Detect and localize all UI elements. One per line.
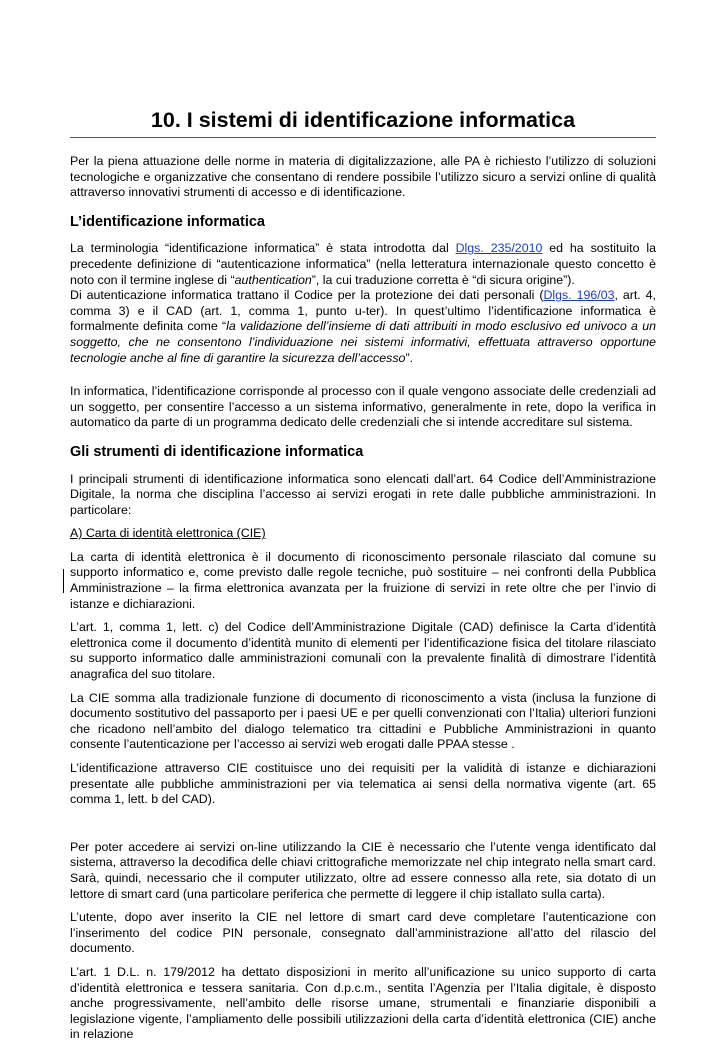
text: ”, la cui traduzione corretta è “di sicura origine”). — [311, 272, 575, 287]
paragraph — [70, 241, 656, 366]
text-cursor — [63, 569, 64, 593]
text: La terminologia “identificazione informatica” è stata introdotta dal — [70, 241, 456, 256]
subheading: A) Carta di identità elettronica (CIE) — [70, 526, 266, 541]
text: la validazione dell’insieme di dati attribuiti in modo esclusivo ed univoco a un soggetto, che ne consentono l’individuazione nei sistemi informativi, effettuata attraverso opportune tecnologie anche al fine di garantire la sicurezza dell’accesso — [70, 319, 656, 365]
paragraph: Per poter accedere ai servizi on-line utilizzando la CIE è necessario che l’utente venga identificato dal sistema, attraverso la decodifica delle chiavi crittografiche memorizzate nel chip integrato nella smart card. Sarà, quindi, necessario che il computer utilizzato, oltre ad essere connesso alla rete, sia dotato di un lettore di smart card (una particolare periferica che permette di leggere il chip istallato sulla carta). — [70, 839, 656, 901]
text: authentication — [234, 272, 312, 287]
paragraph: La CIE somma alla tradizionale funzione di documento di riconoscimento a vista (inclusa la funzione di documento sostitutivo del passaporto per i paesi UE e per quelli convenzionati con l’Italia) ulteriori funzioni che ricadono nell’ambito del dialogo telematico tra cittadini e Pubbliche Amministrazioni in quanto consente l’autenticazione per l’accesso ai servizi web erogati dalle PPAA stesse . — [70, 690, 656, 752]
paragraph: L’art. 1 D.L. n. 179/2012 ha dettato disposizioni in merito all’unificazione su unico supporto di carta d’identità elettronica e tessera sanitaria. Con d.p.c.m., sentita l’Agenzia per l’Italia digitale, è disposto anche progressivamente, nell’ambito delle risorse umane, strumentali e finanziarie disponibili a legislazione vigente, l’ampliamento delle possibili utilizzazioni della carta d’identità elettronica (CIE) anche in relazione — [70, 964, 656, 1042]
law-link[interactable]: Dlgs. 196/03 — [543, 288, 615, 303]
paragraph: L’utente, dopo aver inserito la CIE nel lettore di smart card deve completare l’autenticazione con l’inserimento del codice PIN personale, consegnato dall’amministrazione all’atto del rilascio del documento. — [70, 910, 656, 956]
text: ed ha sostituito la precedente definizione di “autenticazione informatica” (nella letteratura internazionale questo concetto è noto con il termine inglese di “ — [70, 241, 656, 287]
intro-paragraph: Per la piena attuazione delle norme in materia di digitalizzazione, alle PA è richiesto l’utilizzo di soluzioni tecnologiche e organizzative che consentano di rendere possibile l’utilizzo sicuro a servizi online di qualità attraverso innovativi strumenti di accesso e di identificazione. — [70, 154, 656, 200]
text: ”. — [405, 350, 414, 365]
document-body — [70, 154, 656, 1051]
title-divider — [70, 137, 656, 138]
page-title: 10. I sistemi di identificazione informatica — [150, 108, 576, 132]
paragraph: I principali strumenti di identificazione informatica sono elencati dall’art. 64 Codice dell’Amministrazione Digitale, la norma che disciplina l’accesso ai servizi erogati in rete dalle pubbliche amministrazioni. In particolare: — [70, 471, 656, 517]
section-heading: Gli strumenti di identificazione informatica — [70, 443, 364, 460]
paragraph: La carta di identità elettronica è il documento di riconoscimento personale rilasciato dal comune su supporto informatico e, come previsto dalle regole tecniche, può sostituire – nei confronti della Pubblica Amministrazione – la firma elettronica avanzata per la fruizione di servizi in rete oltre che per l’invio di istanze e dichiarazioni. — [70, 549, 656, 611]
paragraph: In informatica, l’identificazione corrisponde al processo con il quale vengono associate delle credenziali ad un soggetto, per consentire l’accesso a un sistema informativo, generalmente in rete, dopo la verifica in automatico da parte di un programma dedicato delle credenziali che si intende accreditare sul sistema. — [70, 384, 656, 430]
text: Di autenticazione informatica trattano il Codice per la protezione dei dati personali ( — [70, 288, 544, 303]
paragraph: L’identificazione attraverso CIE costituisce uno dei requisiti per la validità di istanze e dichiarazioni presentate alle pubbliche amministrazioni per via telematica ai sensi della normativa vigente (art. 65 comma 1, lett. b del CAD). — [70, 761, 656, 807]
section-heading: L’identificazione informatica — [70, 213, 265, 230]
law-link[interactable]: Dlgs. 235/2010 — [455, 241, 543, 256]
paragraph: L’art. 1, comma 1, lett. c) del Codice dell’Amministrazione Digitale (CAD) definisce la Carta d’identità elettronica come il documento d’identità munito di elementi per l’identificazione fisica del titolare rilasciato su supporto informatico dalle amministrazioni comunali con la prevalente finalità di dimostrare l’identità anagrafica del suo titolare. — [70, 620, 656, 682]
text: , art. 4, comma 3) e il CAD (art. 1, comma 1, punto u-ter). In quest’ultimo l’identificazione informatica è formalmente definita come “ — [70, 288, 656, 334]
